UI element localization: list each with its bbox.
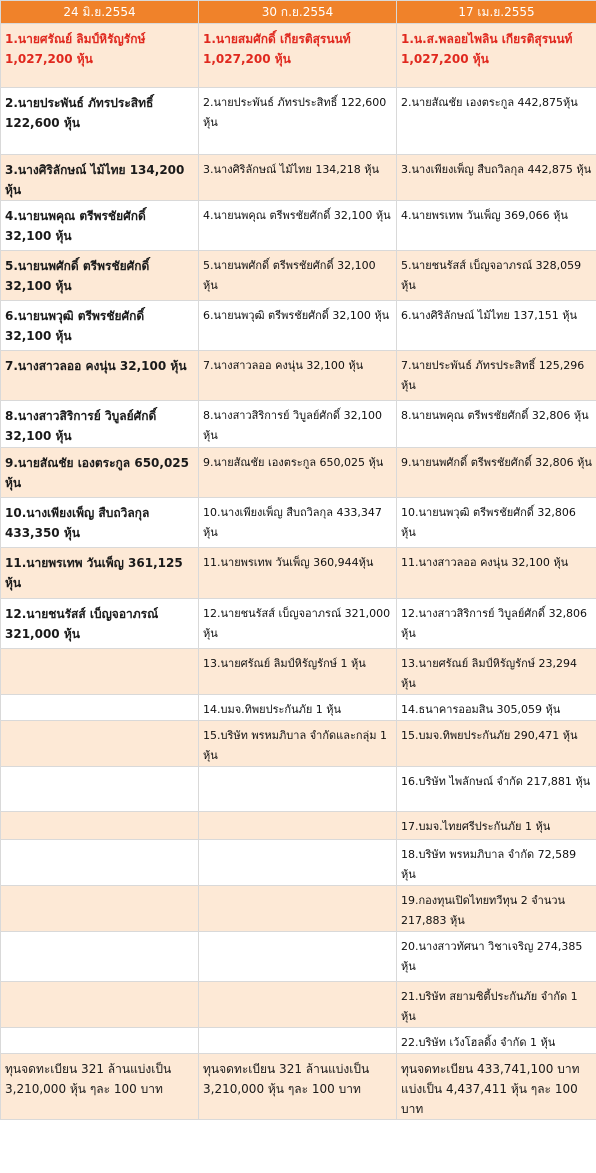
table-row bbox=[1, 548, 596, 599]
shareholder-cell: 6.นายนพวุฒิ ตรีพรชัยศักดิ์ 32,100 หุ้น bbox=[1, 301, 199, 351]
table-row bbox=[1, 301, 596, 351]
shareholder-cell: 13.นายศรัณย์ ลิมป์หิรัญรักษ์ 23,294 หุ้น bbox=[397, 649, 596, 695]
shareholder-cell: 11.นายพรเทพ วันเพ็ญ 360,944หุ้น bbox=[199, 548, 397, 599]
shareholder-cell: 5.นายนพศักดิ์ ตรีพรชัยศักดิ์ 32,100 หุ้น bbox=[199, 251, 397, 301]
table-row bbox=[1, 1028, 596, 1054]
table-row bbox=[1, 24, 596, 88]
shareholder-cell: 7.นางสาวลออ คงนุ่น 32,100 หุ้น bbox=[199, 351, 397, 401]
table-row bbox=[1, 448, 596, 498]
shareholder-cell: 16.บริษัท ไพลักษณ์ จำกัด 217,881 หุ้น bbox=[397, 767, 596, 812]
shareholder-cell: 11.นายพรเทพ วันเพ็ญ 361,125 หุ้น bbox=[1, 548, 199, 599]
shareholder-cell: 22.บริษัท เว้งโฮลดิ้ง จำกัด 1 หุ้น bbox=[397, 1028, 596, 1054]
shareholder-cell: 5.นายนพศักดิ์ ตรีพรชัยศักดิ์ 32,100 หุ้น bbox=[1, 251, 199, 301]
shareholder-cell bbox=[1, 982, 199, 1028]
shareholder-cell: 1.นายศรัณย์ ลิมป์หิรัญรักษ์ 1,027,200 หุ้น bbox=[1, 24, 199, 88]
table-row bbox=[1, 721, 596, 767]
shareholder-cell bbox=[199, 932, 397, 982]
shareholder-cell bbox=[1, 840, 199, 886]
capital-cell: ทุนจดทะเบียน 433,741,100 บาท แบ่งเป็น 4,437,411 หุ้น ๆละ 100 บาท bbox=[397, 1054, 596, 1120]
shareholder-cell: 1.น.ส.พลอยไพลิน เกียรติสุรนนท์ 1,027,200 หุ้น bbox=[397, 24, 596, 88]
shareholder-cell: 9.นายสัณชัย เองตระกูล 650,025 หุ้น bbox=[199, 448, 397, 498]
shareholder-cell bbox=[1, 812, 199, 840]
header-date-3: 17 เม.ย.2555 bbox=[397, 1, 596, 24]
shareholder-cell: 20.นางสาวทัศนา วิชาเจริญ 274,385 หุ้น bbox=[397, 932, 596, 982]
capital-cell: ทุนจดทะเบียน 321 ล้านแบ่งเป็น 3,210,000 หุ้น ๆละ 100 บาท bbox=[199, 1054, 397, 1120]
table-row bbox=[1, 498, 596, 548]
shareholder-cell bbox=[1, 649, 199, 695]
shareholder-cell bbox=[1, 767, 199, 812]
shareholder-cell: 8.นางสาวสิริการย์ วิบูลย์ศักดิ์ 32,100 หุ้น bbox=[199, 401, 397, 448]
shareholder-cell: 6.นางศิริลักษณ์ ไม้ไทย 137,151 หุ้น bbox=[397, 301, 596, 351]
shareholder-cell: 7.นายประพันธ์ ภัทรประสิทธิ์ 125,296 หุ้น bbox=[397, 351, 596, 401]
table-row bbox=[1, 649, 596, 695]
table-row bbox=[1, 251, 596, 301]
header-date-2: 30 ก.ย.2554 bbox=[199, 1, 397, 24]
table-body bbox=[1, 24, 596, 1120]
shareholder-cell bbox=[199, 840, 397, 886]
shareholder-cell: 1.นายสมศักดิ์ เกียรติสุรนนท์ 1,027,200 หุ้น bbox=[199, 24, 397, 88]
shareholder-cell: 3.นางเพียงเพ็ญ สืบถวิลกุล 442,875 หุ้น bbox=[397, 155, 596, 201]
shareholder-cell: 5.นายชนรัสส์ เบ็ญจอาภรณ์ 328,059 หุ้น bbox=[397, 251, 596, 301]
shareholder-cell bbox=[199, 812, 397, 840]
shareholder-cell: 13.นายศรัณย์ ลิมป์หิรัญรักษ์ 1 หุ้น bbox=[199, 649, 397, 695]
shareholder-cell: 12.นายชนรัสส์ เบ็ญจอาภรณ์ 321,000 หุ้น bbox=[1, 599, 199, 649]
table-row bbox=[1, 982, 596, 1028]
shareholder-cell bbox=[199, 1028, 397, 1054]
shareholder-cell: 8.นางสาวสิริการย์ วิบูลย์ศักดิ์ 32,100 หุ้น bbox=[1, 401, 199, 448]
table-row bbox=[1, 401, 596, 448]
shareholder-cell bbox=[199, 767, 397, 812]
header-date-1: 24 มิ.ย.2554 bbox=[1, 1, 199, 24]
shareholder-cell: 15.บมจ.ทิพยประกันภัย 290,471 หุ้น bbox=[397, 721, 596, 767]
table-row bbox=[1, 88, 596, 155]
shareholder-cell: 8.นายนพคุณ ตรีพรชัยศักดิ์ 32,806 หุ้น bbox=[397, 401, 596, 448]
table-row bbox=[1, 351, 596, 401]
shareholder-cell: 2.นายสัณชัย เองตระกูล 442,875หุ้น bbox=[397, 88, 596, 155]
table-row bbox=[1, 812, 596, 840]
shareholder-cell: 4.นายพรเทพ วันเพ็ญ 369,066 หุ้น bbox=[397, 201, 596, 251]
table-row bbox=[1, 767, 596, 812]
shareholder-cell: 3.นางศิริลักษณ์ ไม้ไทย 134,218 หุ้น bbox=[199, 155, 397, 201]
table-row bbox=[1, 695, 596, 721]
shareholder-cell: 12.นายชนรัสส์ เบ็ญจอาภรณ์ 321,000 หุ้น bbox=[199, 599, 397, 649]
shareholder-cell: 2.นายประพันธ์ ภัทรประสิทธิ์ 122,600 หุ้น bbox=[1, 88, 199, 155]
shareholder-cell: 17.บมจ.ไทยศรีประกันภัย 1 หุ้น bbox=[397, 812, 596, 840]
shareholder-cell: 9.นายนพศักดิ์ ตรีพรชัยศักดิ์ 32,806 หุ้น bbox=[397, 448, 596, 498]
table-row bbox=[1, 599, 596, 649]
shareholder-cell bbox=[1, 695, 199, 721]
header-row bbox=[1, 1, 596, 24]
shareholder-cell: 2.นายประพันธ์ ภัทรประสิทธิ์ 122,600 หุ้น bbox=[199, 88, 397, 155]
capital-cell: ทุนจดทะเบียน 321 ล้านแบ่งเป็น 3,210,000 หุ้น ๆละ 100 บาท bbox=[1, 1054, 199, 1120]
shareholder-cell: 14.บมจ.ทิพยประกันภัย 1 หุ้น bbox=[199, 695, 397, 721]
shareholder-cell: 10.นายนพวุฒิ ตรีพรชัยศักดิ์ 32,806 หุ้น bbox=[397, 498, 596, 548]
shareholder-cell bbox=[1, 1028, 199, 1054]
shareholder-cell: 14.ธนาคารออมสิน 305,059 หุ้น bbox=[397, 695, 596, 721]
table-row bbox=[1, 155, 596, 201]
shareholder-cell bbox=[199, 982, 397, 1028]
shareholder-cell: 12.นางสาวสิริการย์ วิบูลย์ศักดิ์ 32,806 หุ้น bbox=[397, 599, 596, 649]
shareholder-cell: 10.นางเพียงเพ็ญ สืบถวิลกุล 433,347 หุ้น bbox=[199, 498, 397, 548]
shareholder-cell: 9.นายสัณชัย เองตระกูล 650,025 หุ้น bbox=[1, 448, 199, 498]
footer-row bbox=[1, 1054, 596, 1120]
table-row bbox=[1, 932, 596, 982]
shareholder-cell: 11.นางสาวลออ คงนุ่น 32,100 หุ้น bbox=[397, 548, 596, 599]
shareholder-cell: 10.นางเพียงเพ็ญ สืบถวิลกุล 433,350 หุ้น bbox=[1, 498, 199, 548]
shareholder-cell bbox=[1, 721, 199, 767]
shareholder-cell: 6.นายนพวุฒิ ตรีพรชัยศักดิ์ 32,100 หุ้น bbox=[199, 301, 397, 351]
shareholder-cell: 18.บริษัท พรหมภิบาล จำกัด 72,589 หุ้น bbox=[397, 840, 596, 886]
shareholder-cell: 19.กองทุนเปิดไทยทวีทุน 2 จำนวน 217,883 หุ้น bbox=[397, 886, 596, 932]
shareholder-cell: 4.นายนพคุณ ตรีพรชัยศักดิ์ 32,100 หุ้น bbox=[1, 201, 199, 251]
shareholder-cell: 3.นางศิริลักษณ์ ไม้ไทย 134,200 หุ้น bbox=[1, 155, 199, 201]
shareholder-cell: 15.บริษัท พรหมภิบาล จำกัดและกลุ่ม 1 หุ้น bbox=[199, 721, 397, 767]
shareholder-cell: 21.บริษัท สยามซิตี้ประกันภัย จำกัด 1 หุ้น bbox=[397, 982, 596, 1028]
shareholder-cell bbox=[1, 886, 199, 932]
shareholder-cell bbox=[1, 932, 199, 982]
table-row bbox=[1, 201, 596, 251]
shareholder-cell: 7.นางสาวลออ คงนุ่น 32,100 หุ้น bbox=[1, 351, 199, 401]
shareholder-cell: 4.นายนพคุณ ตรีพรชัยศักดิ์ 32,100 หุ้น bbox=[199, 201, 397, 251]
table-row bbox=[1, 840, 596, 886]
table-row bbox=[1, 886, 596, 932]
shareholder-cell bbox=[199, 886, 397, 932]
